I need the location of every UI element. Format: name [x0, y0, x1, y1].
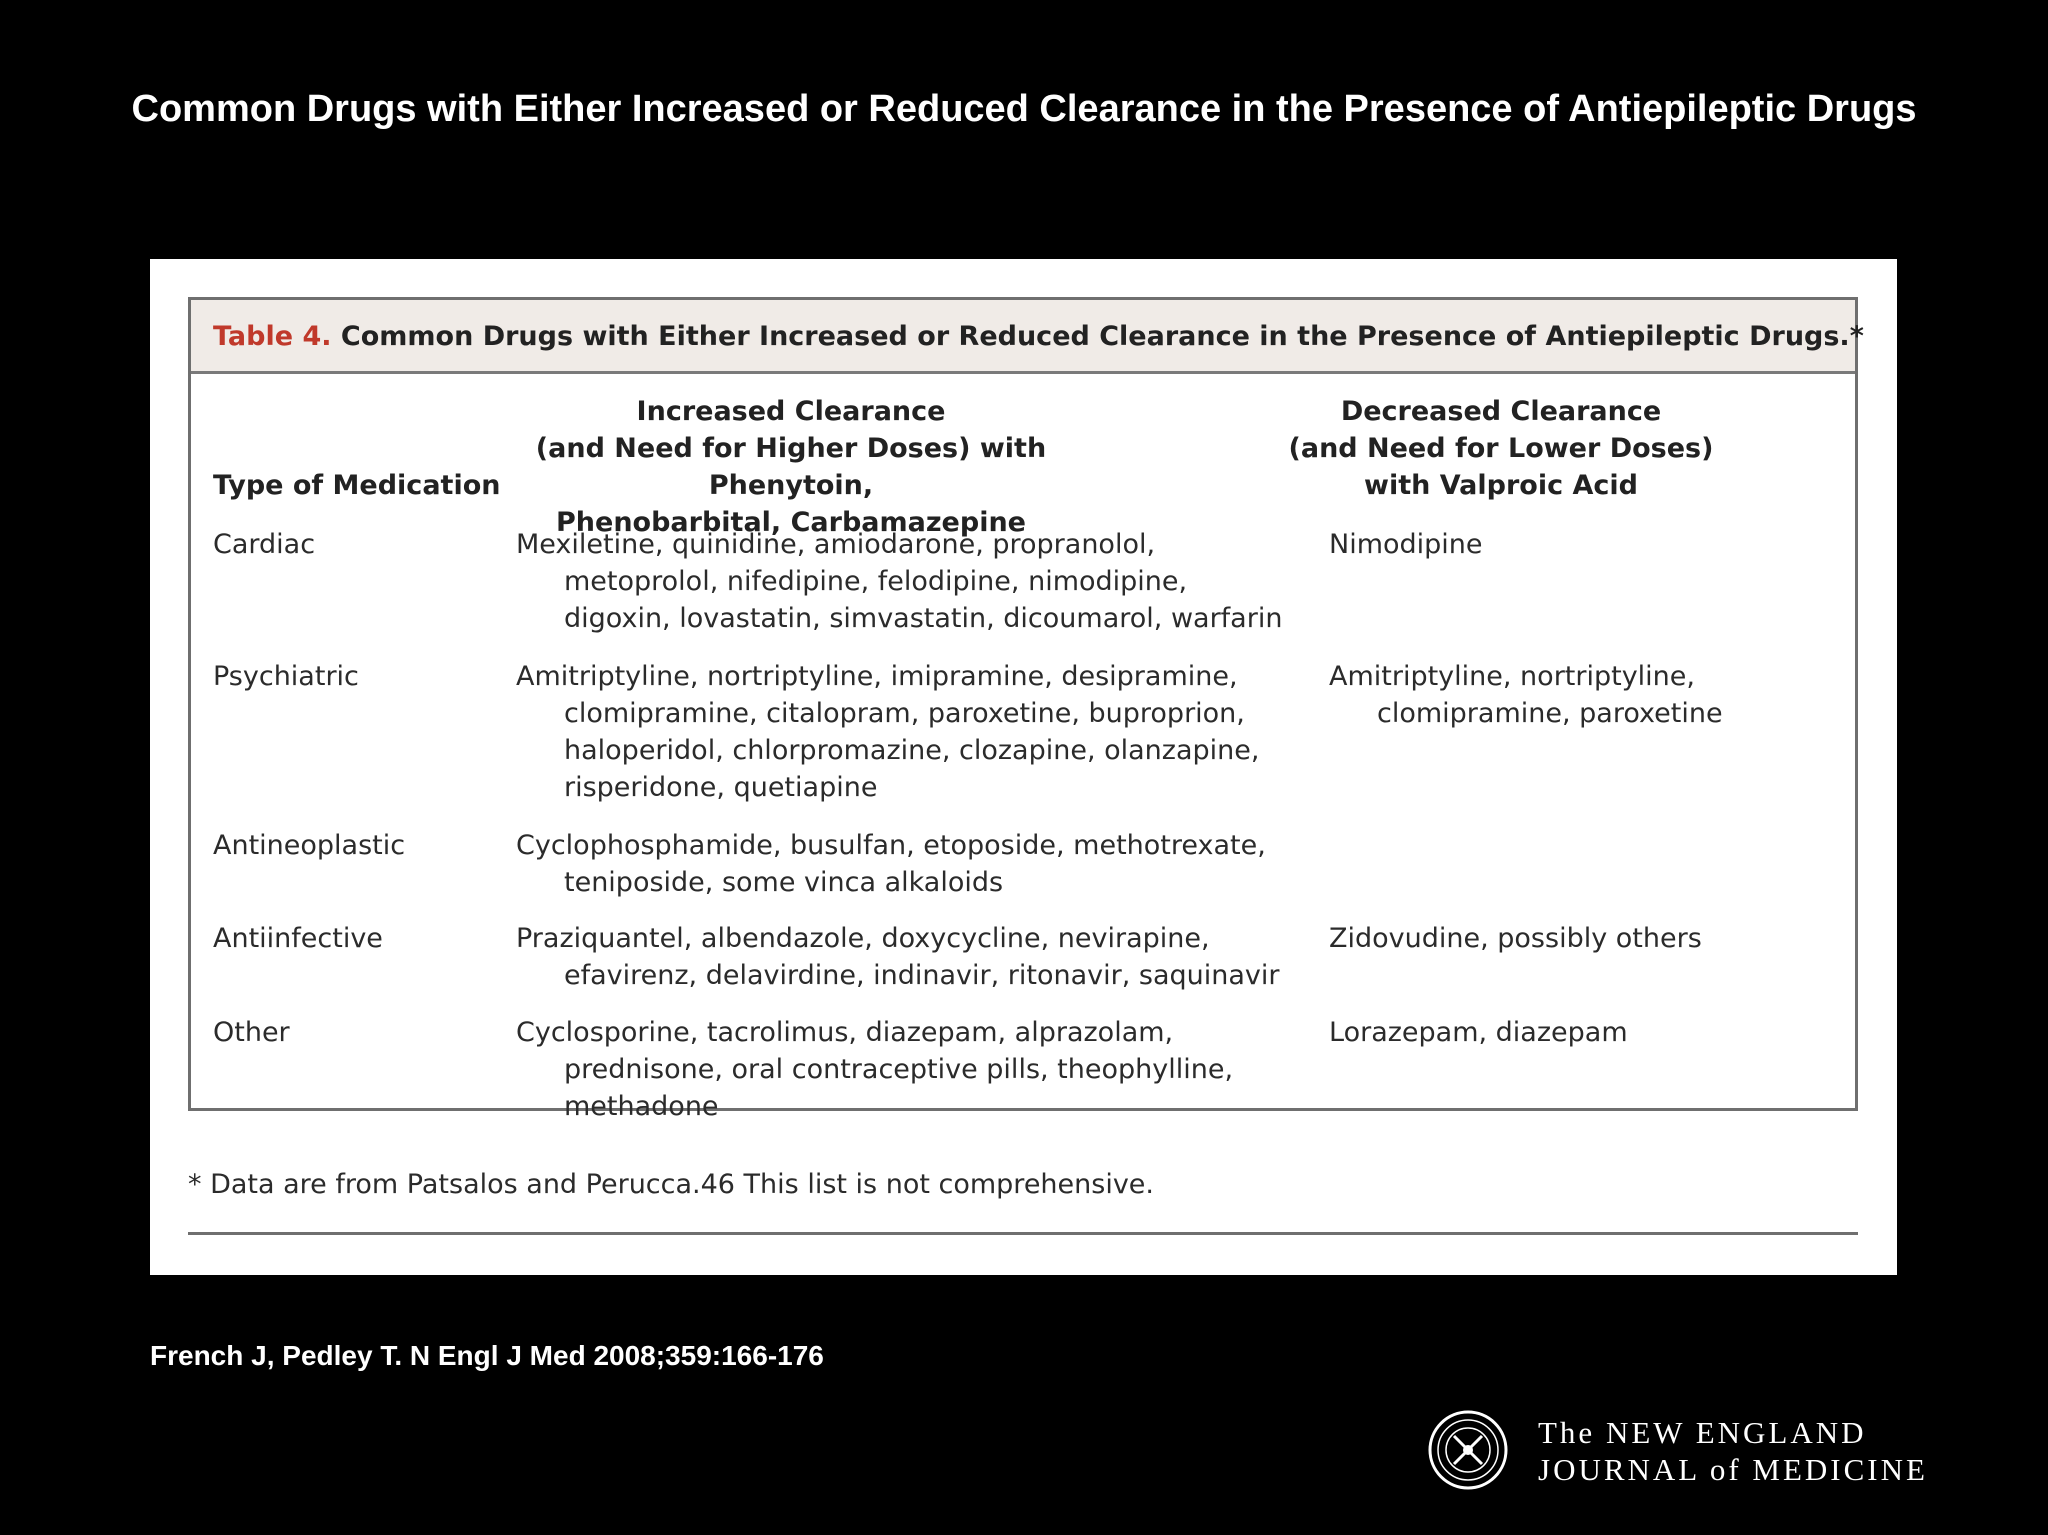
nejm-wordmark — [1538, 1414, 1928, 1488]
table-number: Table 4. — [213, 321, 332, 352]
cell-increased: Cyclosporine, tacrolimus, diazepam, alprazolam, prednisone, oral contraceptive pills, theophylline, methadone — [516, 1017, 1234, 1122]
header-increased-clearance: Increased Clearance (and Need for Higher Doses) with Phenytoin, Phenobarbital, Carbamazepine — [535, 396, 1047, 538]
cell-decreased: Lorazepam, diazepam — [1329, 1017, 1628, 1048]
cell-decreased: Amitriptyline, nortriptyline, clomipramine, paroxetine — [1329, 661, 1723, 729]
table-caption-text: Common Drugs with Either Increased or Reduced Clearance in the Presence of Antiepileptic Drugs.* — [340, 321, 1864, 352]
footnote-divider — [188, 1232, 1858, 1235]
nejm-seal-icon — [1428, 1410, 1508, 1490]
header-decreased-clearance: Decreased Clearance (and Need for Lower Doses) with Valproic Acid — [1288, 396, 1714, 501]
header-type-of-medication: Type of Medication — [213, 470, 501, 501]
nejm-wordmark-line1: The NEW ENGLAND — [1538, 1415, 1867, 1450]
table-figure — [150, 259, 1897, 1275]
cell-increased: Mexiletine, quinidine, amiodarone, propranolol, metoprolol, nifedipine, felodipine, nimodipine, digoxin, lovastatin, simvastatin, dicoumarol, warfarin — [516, 529, 1283, 634]
cell-increased: Amitriptyline, nortriptyline, imipramine, desipramine, clomipramine, citalopram, paroxetine, buproprion, haloperidol, chlorpromazine, clozapine, olanzapine, risperidone, quetiapine — [516, 661, 1260, 803]
cell-type: Other — [213, 1017, 290, 1048]
nejm-logo — [1428, 1410, 1938, 1490]
cell-decreased: Zidovudine, possibly others — [1329, 923, 1702, 954]
nejm-wordmark-line2: JOURNAL of MEDICINE — [1538, 1452, 1928, 1487]
cell-type: Psychiatric — [213, 661, 359, 692]
table-footnote: * Data are from Patsalos and Perucca.46 This list is not comprehensive. — [188, 1169, 1155, 1200]
cell-increased: Praziquantel, albendazole, doxycycline, nevirapine, efavirenz, delavirdine, indinavir, ritonavir, saquinavir — [516, 923, 1280, 991]
cell-type: Antineoplastic — [213, 830, 406, 861]
drug-table — [188, 297, 1864, 1122]
slide-title: Common Drugs with Either Increased or Reduced Clearance in the Presence of Antiepileptic Drugs — [131, 88, 1917, 130]
table-caption — [191, 300, 1864, 374]
citation: French J, Pedley T. N Engl J Med 2008;359:166-176 — [150, 1340, 824, 1371]
cell-decreased: Nimodipine — [1329, 529, 1483, 560]
cell-type: Antiinfective — [213, 923, 383, 954]
cell-increased: Cyclophosphamide, busulfan, etoposide, methotrexate, teniposide, some vinca alkaloids — [516, 830, 1266, 898]
cell-type: Cardiac — [213, 529, 316, 560]
